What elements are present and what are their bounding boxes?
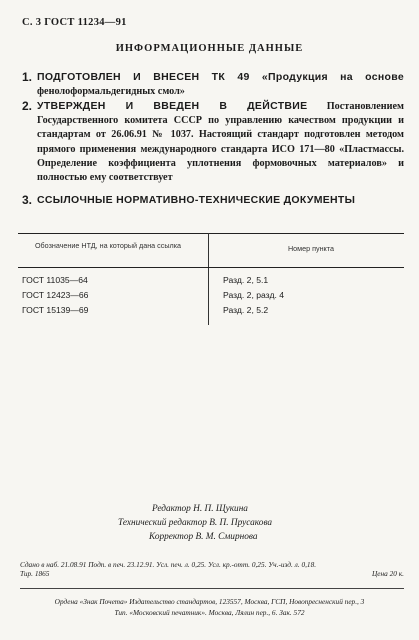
cell-document: ГОСТ 11035—64 [22, 275, 88, 285]
cell-clause: Разд. 2, 5.2 [223, 305, 269, 315]
tech-editor-credit: Технический редактор В. П. Прусакова [118, 518, 273, 528]
item-lead: ССЫЛОЧНЫЕ НОРМАТИВНО-ТЕХНИЧЕСКИЕ ДОКУМЕНТЫ [37, 194, 356, 206]
imprint-divider [20, 588, 404, 589]
item-lead: УТВЕРЖДЕН И ВВЕДЕН В ДЕЙСТВИЕ [37, 100, 308, 112]
section-title: ИНФОРМАЦИОННЫЕ ДАННЫЕ [115, 43, 304, 54]
imprint-line: Сдано в наб. 21.08.91 Подп. в печ. 23.12.91. Усл. печ. л. 0,25. Усл. кр.-отт. 0,25. Уч.-изд. л. 0,18. [20, 560, 317, 569]
publisher-line: Ордена «Знак Почета» Издательство стандартов, 123557, Москва, ГСП, Новопресненский пер., 3 [54, 597, 365, 606]
page-code: С. 3 ГОСТ 11234—91 [22, 17, 127, 28]
circulation: Тир. 1865 [20, 569, 50, 578]
cell-document: ГОСТ 12423—66 [22, 290, 89, 300]
column-header-document: Обозначение НТД, на который дана ссылка [34, 241, 182, 250]
info-item-1 [22, 70, 404, 99]
table-header-rule [18, 267, 404, 268]
price: Цена 20 к. [372, 569, 404, 578]
item-lead: ПОДГОТОВЛЕН И ВНЕСЕН ТК 49 «Продукция на основе [37, 71, 404, 83]
publisher-block [0, 596, 419, 618]
info-item-2 [22, 99, 404, 185]
info-item-3 [22, 193, 404, 208]
cell-clause: Разд. 2, разд. 4 [223, 290, 285, 300]
table-row [18, 275, 404, 289]
item-number: 2. [22, 99, 33, 113]
table-row [18, 305, 404, 319]
item-number: 3. [22, 193, 33, 207]
editor-credit: Редактор Н. П. Щукина [152, 504, 248, 514]
table-top-rule [18, 233, 404, 234]
printer-line: Тип. «Московский печатник». Москва, Лялин пер., 6. Зак. 572 [114, 608, 305, 617]
cell-clause: Разд. 2, 5.1 [223, 275, 269, 285]
item-text: фенолоформальдегидных смол» [37, 86, 185, 98]
column-header-clause: Номер пункта [287, 244, 334, 253]
table-row [18, 290, 404, 304]
cell-document: ГОСТ 15139—69 [22, 305, 89, 315]
item-number: 1. [22, 70, 33, 84]
corrector-credit: Корректор В. М. Смирнова [149, 532, 258, 542]
item-text: Постановлением Государственного комитета СССР по управлению качеством продукции и стандартам от 26.06.91 № 1037. Настоящий стандарт подготовлен методом прямого применения международного стандарта ИСО 171—80 «Пластмассы. Определение коэффициента уплотнения формовочных материалов» и полностью ему соответствует [37, 101, 404, 184]
